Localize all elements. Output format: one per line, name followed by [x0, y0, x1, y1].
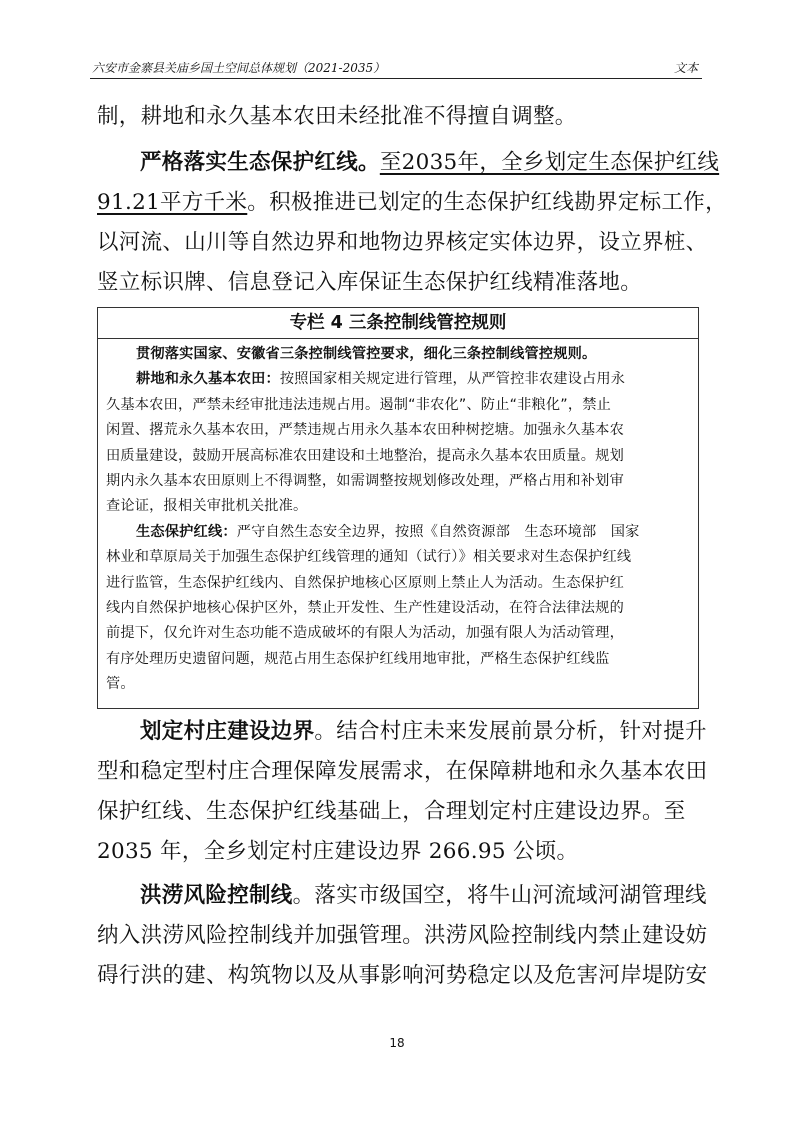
box-body [98, 339, 698, 697]
text-line [97, 183, 727, 223]
paragraph-heading: 洪涝风险控制线 [140, 883, 293, 908]
box-line: 期内永久基本农田原则上不得调整，如需调整按规划修改处理，严格占用和补划审 [106, 472, 624, 489]
box-line [106, 520, 690, 545]
text-line: 制，耕地和永久基本农田未经批准不得擅自调整。 [97, 104, 577, 129]
paragraph-heading: 划定村庄建设边界 [140, 719, 315, 744]
paragraph-heading: 严格落实生态保护红线。 [140, 150, 380, 175]
underlined-text: 至2035年，全乡划定生态保护红线 [379, 150, 720, 175]
box-line: 久基本农田，严禁未经审批违法违规占用。遏制“非农化”、防止“非粮化”，禁止 [106, 396, 611, 413]
box-line: 田质量建设，鼓励开展高标准农田建设和土地整治，提高永久基本农田质量。规划 [106, 447, 624, 464]
box-line: 前提下，仅允许对生态功能不造成破坏的有限人为活动，加强有限人为活动管理， [106, 625, 624, 642]
box-title: 专栏 4 三条控制线管控规则 [98, 308, 698, 339]
text-line [97, 876, 709, 916]
box-text: 按照国家相关规定进行管理，从严管控非农建设占用永 [279, 371, 626, 388]
text-run: 。积极推进已划定的生态保护红线勘界定标工作， [247, 190, 727, 215]
text-run: 。结合村庄未来发展前景分析，针对提升 [314, 719, 707, 744]
box-line: 进行监管，生态保护红线内、自然保护地核心区原则上禁止人为活动。生态保护红 [106, 574, 624, 591]
farmland-label: 耕地和永久基本农田： [136, 371, 280, 388]
text-line: 竖立标识牌、信息登记入库保证生态保护红线精准落地。 [97, 270, 643, 295]
paragraph-village-boundary [97, 712, 709, 872]
box-line: 闲置、撂荒永久基本农田，严禁违规占用永久基本农田种树挖塘。加强永久基本农 [106, 422, 624, 439]
text-line: 2035 年，全乡划定村庄建设边界 266.95 公顷。 [97, 839, 579, 864]
box-line: 林业和草原局关于加强生态保护红线管理的通知（试行）》相关要求对生态保护红线 [106, 549, 632, 566]
box-intro: 贯彻落实国家、安徽省三条控制线管控要求，细化三条控制线管控规则。 [136, 346, 597, 362]
text-line [97, 712, 709, 752]
text-line: 保护红线、生态保护红线基础上，合理划定村庄建设边界。至 [97, 799, 686, 824]
paragraph-eco-redline [97, 143, 727, 303]
underlined-text: 91.21平方千米 [97, 190, 248, 215]
eco-label: 生态保护红线： [136, 523, 237, 540]
page-number: 18 [389, 1036, 405, 1050]
paragraph-farmland-end [97, 97, 709, 137]
box-line: 线内自然保护地核心保护区外，禁止开发性、生产性建设活动，在符合法律法规的 [106, 599, 624, 616]
box-line: 有序处理历史遗留问题，规范占用生态保护红线用地审批，严格生态保护红线监 [106, 650, 610, 667]
info-box [97, 307, 699, 709]
section-label: 文本 [673, 61, 698, 75]
paragraph-flood-risk [97, 876, 709, 996]
box-line: 管。 [106, 676, 135, 693]
text-line: 以河流、山川等自然边界和地物边界核定实体边界，设立界桩、 [97, 230, 708, 255]
text-line: 碍行洪的建、构筑物以及从事影响河势稳定以及危害河岸堤防安 [97, 963, 708, 988]
text-run: 。落实市级国空，将牛山河流域河湖管理线 [292, 883, 707, 908]
document-title: 六安市金寨县关庙乡国土空间总体规划（2021-2035） [92, 61, 386, 75]
text-line [97, 143, 720, 183]
box-text: 严守自然生态安全边界，按照《自然资源部 生态环境部 国家 [236, 523, 640, 540]
text-line: 纳入洪涝风险控制线并加强管理。洪涝风险控制线内禁止建设妨 [97, 923, 708, 948]
box-line [106, 367, 690, 392]
page-header [90, 56, 702, 79]
box-line: 查论证，报相关审批机关批准。 [106, 498, 308, 515]
text-line: 型和稳定型村庄合理保障发展需求，在保障耕地和永久基本农田 [97, 759, 708, 784]
